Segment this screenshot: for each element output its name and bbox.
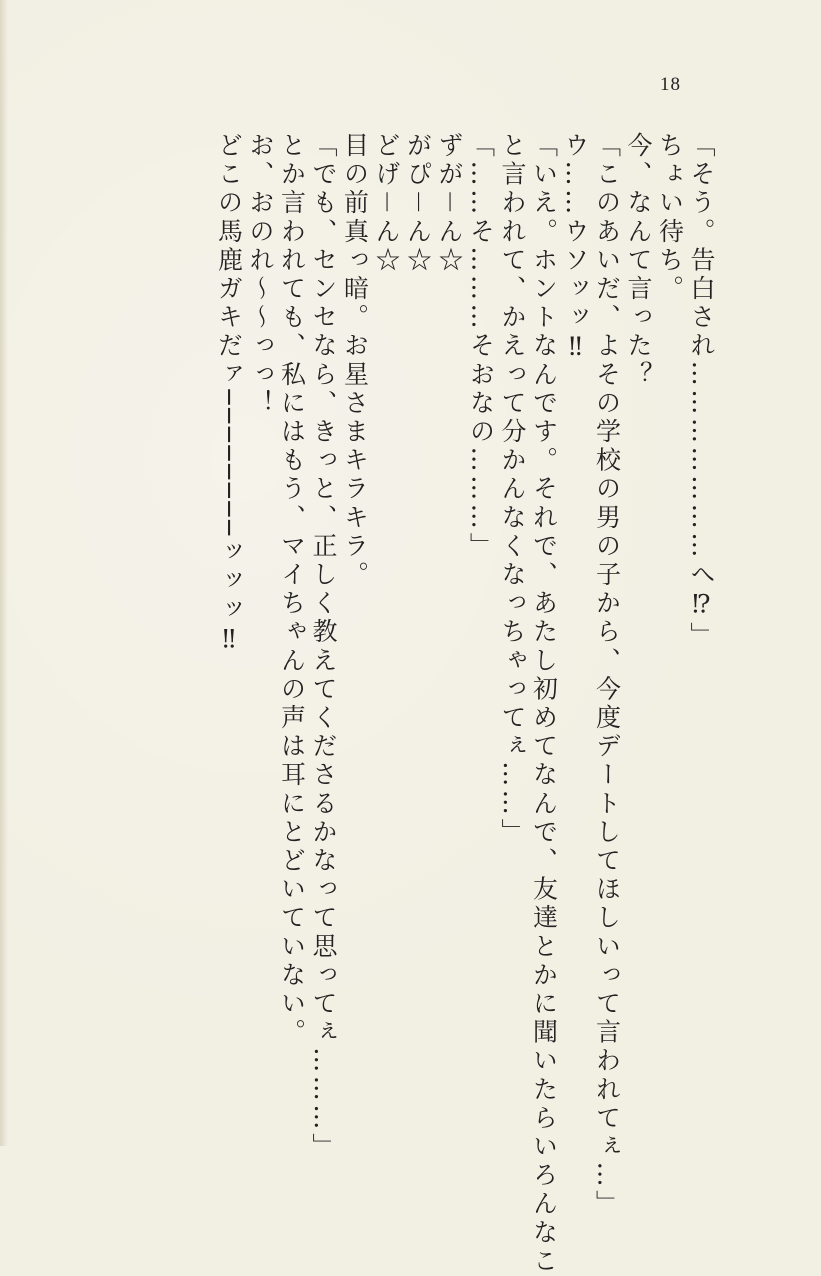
vertical-text-body	[213, 132, 717, 1276]
text-line: どこの馬鹿ガキだァ────────ッッッ‼︎	[214, 132, 244, 658]
text-line: ウ……ウソッッ‼︎	[561, 132, 590, 365]
text-line: 「このあいだ、よその学校の男の子から、今度デートしてほしいって言われてぇ…」	[592, 132, 622, 1219]
text-line: 目の前真っ暗。お星さまキラキラ。	[340, 132, 370, 590]
text-line: ずが－ん☆	[435, 132, 464, 276]
text-line: 「……そ………そおなの………」	[466, 132, 496, 561]
text-line: とか言われても、私にはもう、マイちゃんの声は耳にとどいていない。	[277, 132, 307, 1048]
text-line: と言われて、かえって分かんなくなっちゃってぇ……」	[498, 132, 527, 847]
text-line: どげ－ん☆	[372, 132, 401, 276]
page-edge-shadow	[0, 0, 8, 1146]
text-line: 「そう。告白され…………………へ⁉︎」	[687, 132, 716, 651]
text-line: ちょい待ち。	[655, 132, 685, 304]
text-line: お、おのれ〜〜っっ！	[246, 132, 275, 418]
text-line: 「でも、センセなら、きっと、正しく教えてくださるかなって思ってぇ………」	[309, 132, 338, 1162]
text-line: 今、なんて言った？	[624, 132, 653, 390]
text-line: 「いえ。ホントなんです。それで、あたし初めてなんで、友達とかに聞いたらいろんなこ	[529, 132, 559, 1276]
page-number: 18	[660, 74, 681, 95]
text-line: がぴ－ん☆	[403, 132, 433, 276]
